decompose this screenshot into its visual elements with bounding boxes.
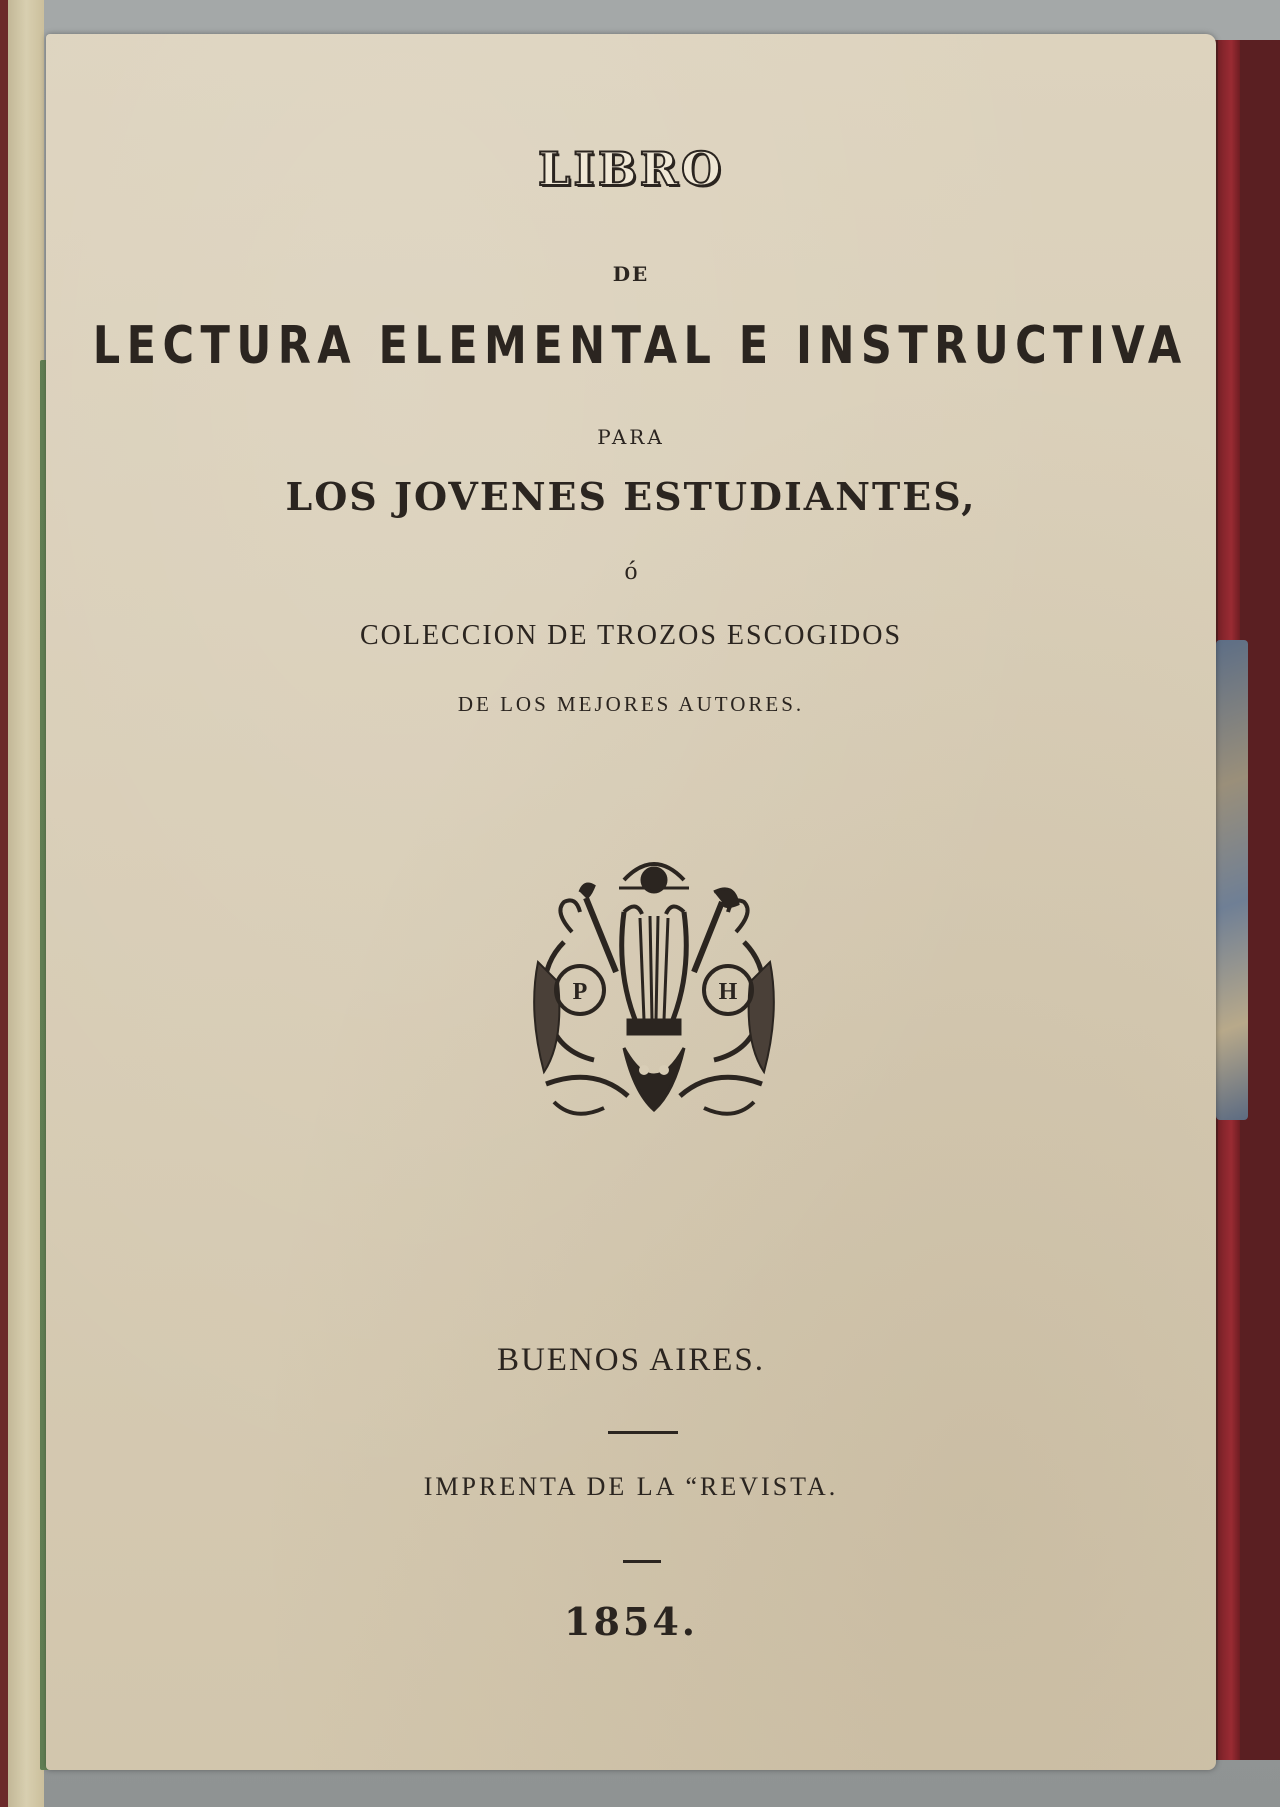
sunburst-head — [619, 864, 689, 892]
left-cover-edge — [0, 0, 8, 1807]
imprint-printer: IMPRENTA DE LA “REVISTA. — [423, 1472, 839, 1501]
divider-rule-short — [623, 1560, 661, 1563]
title-libro: LIBRO — [537, 142, 725, 196]
title-o: ó — [624, 556, 638, 585]
title-lectura: LECTURA ELEMENTAL E INSTRUCTIVA — [92, 316, 1188, 376]
title-para: PARA — [597, 425, 665, 449]
imprint-year: 1854. — [564, 1599, 698, 1644]
title-de: DE — [612, 262, 650, 286]
lyre-printer-device-icon — [524, 852, 784, 1142]
imprint-city: BUENOS AIRES. — [496, 1342, 766, 1378]
emblem-letter-h: H — [718, 979, 738, 1005]
emblem-letter-p: P — [572, 979, 588, 1005]
title-page — [46, 34, 1216, 1770]
title-jovenes: LOS JOVENES ESTUDIANTES, — [285, 474, 977, 519]
divider-rule-long — [608, 1431, 678, 1434]
marbled-board — [1216, 640, 1248, 1120]
subtitle-coleccion: COLECCION DE TROZOS ESCOGIDOS — [359, 620, 903, 651]
subtitle-mejores: DE LOS MEJORES AUTORES. — [457, 692, 805, 716]
